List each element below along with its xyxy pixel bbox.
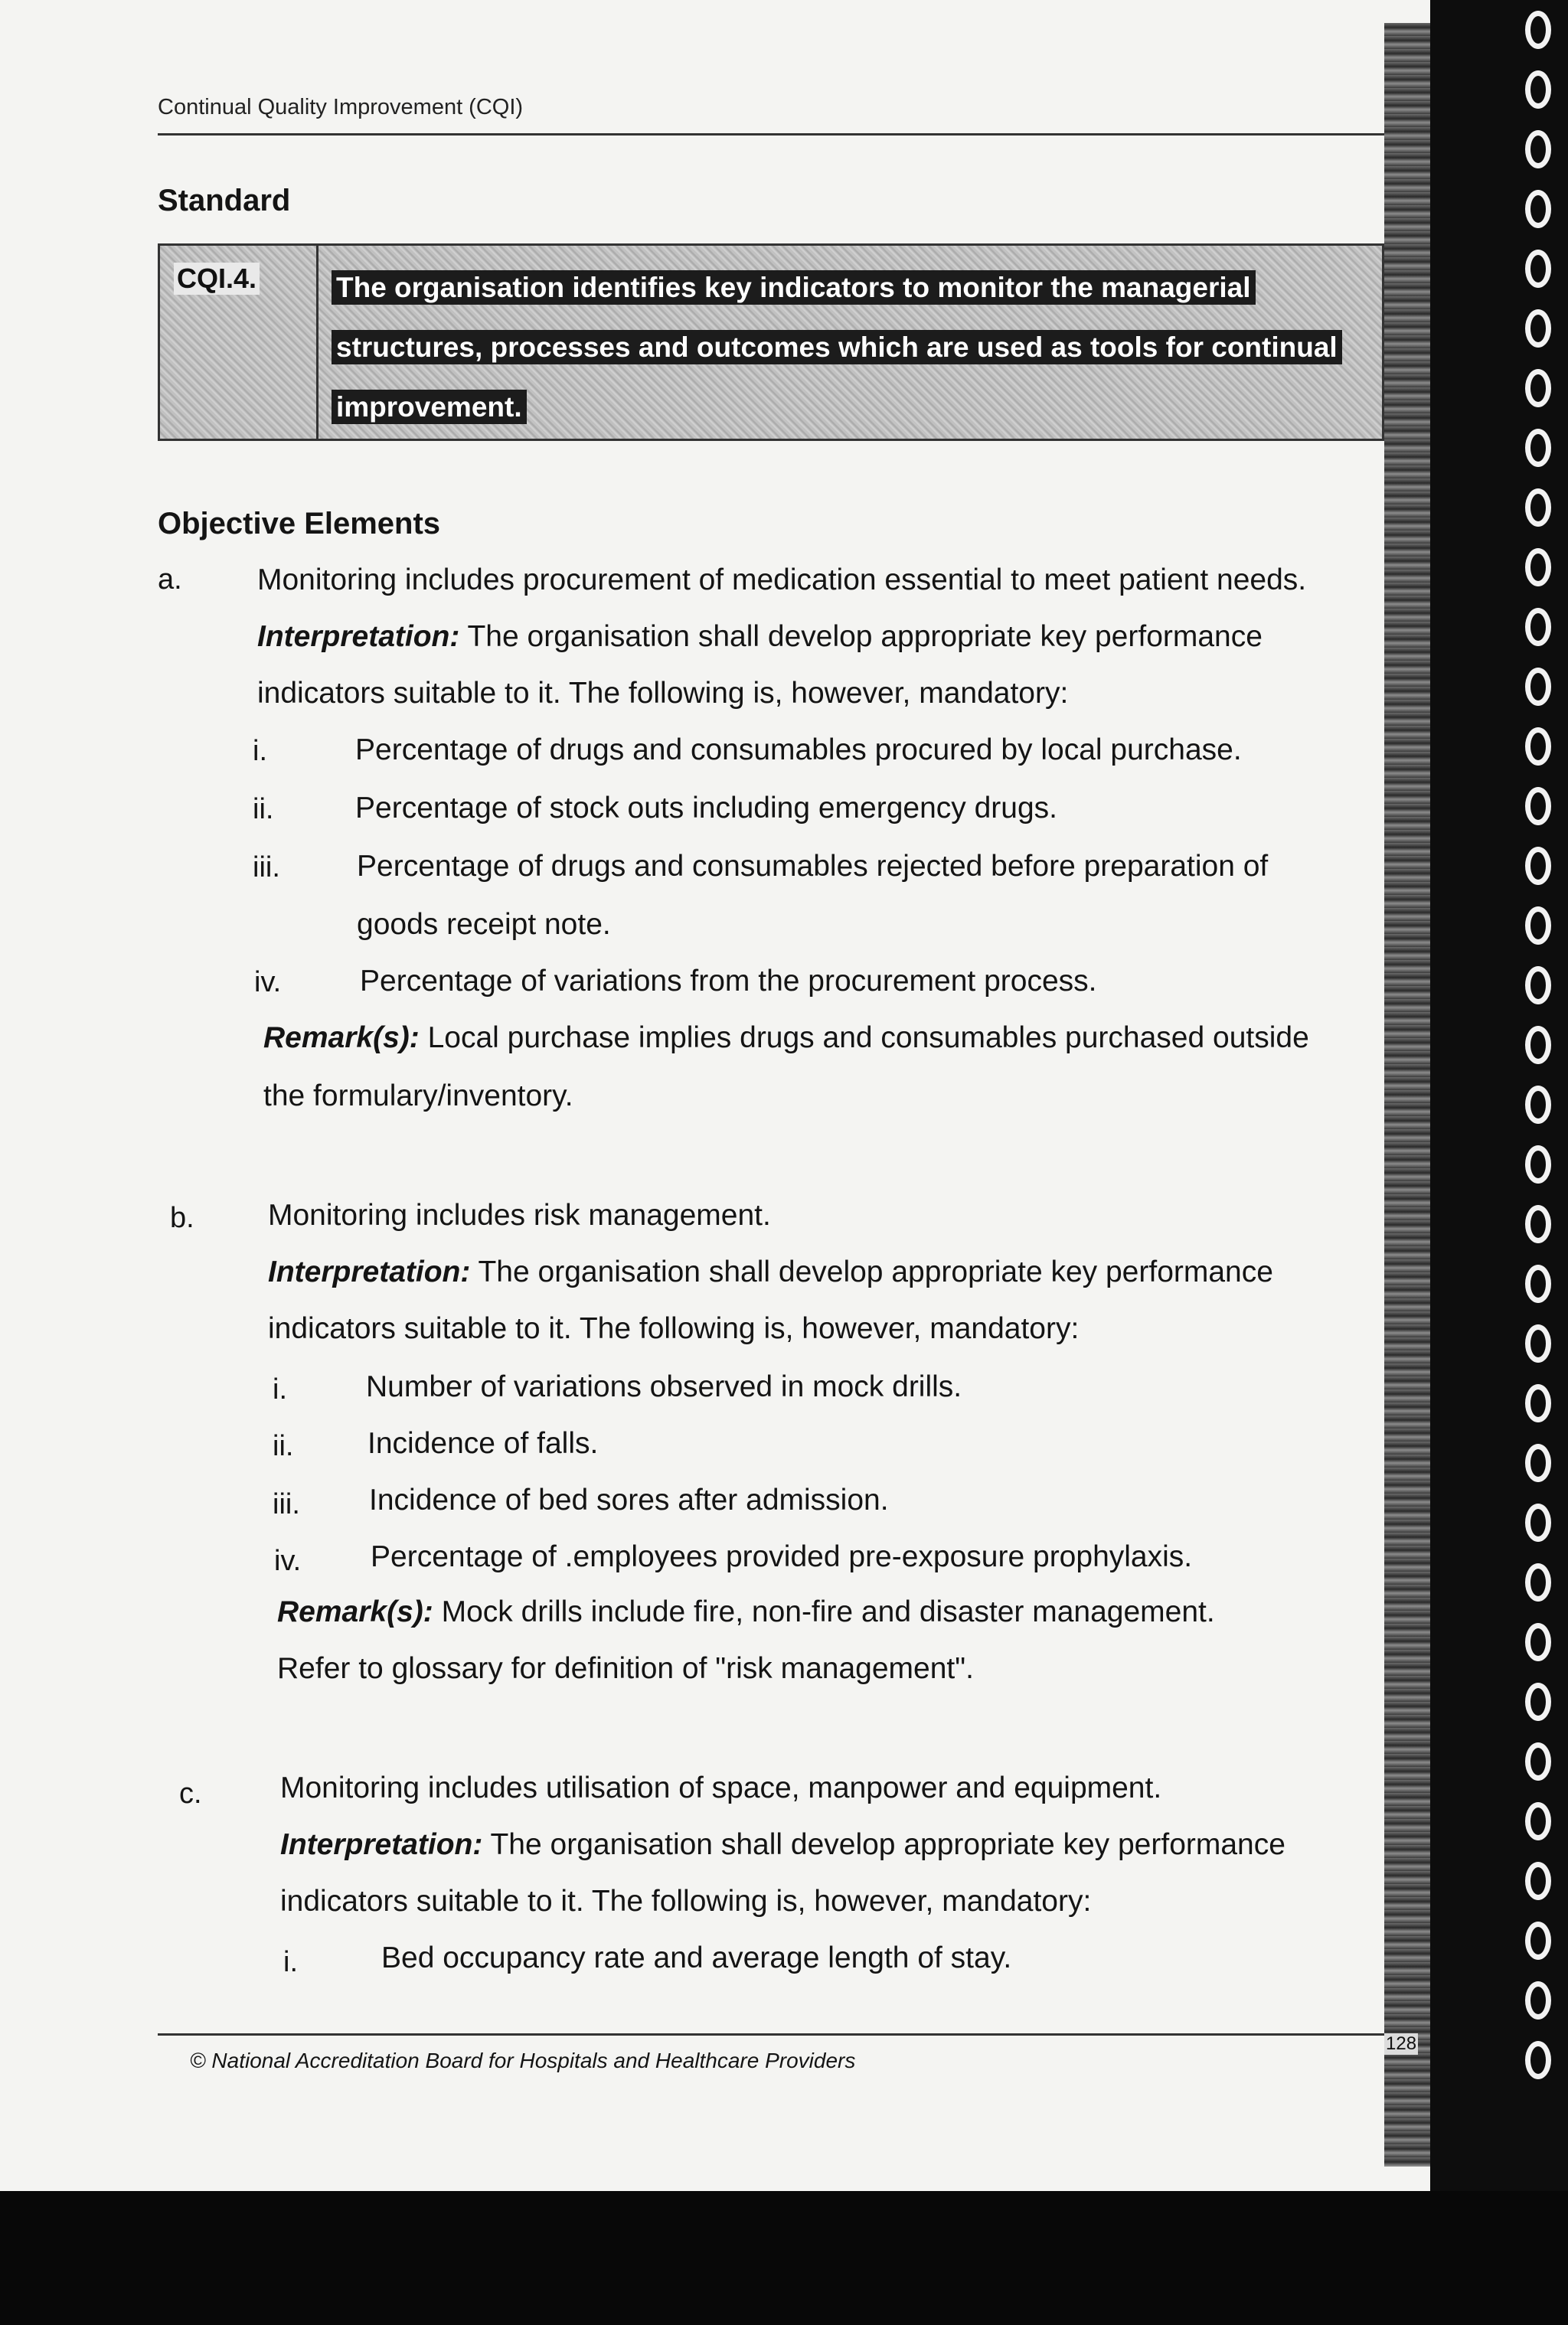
element-b-item-marker: i.: [273, 1373, 287, 1406]
binding-ring: [1525, 1623, 1551, 1661]
binding-ring: [1525, 309, 1551, 348]
element-a-interpretation-cont: indicators suitable to it. The following is, however, mandatory:: [257, 677, 1069, 710]
binding-ring: [1525, 429, 1551, 467]
binding-ring: [1525, 727, 1551, 766]
page-number: 128: [1386, 2033, 1417, 2054]
element-a-item-marker: ii.: [253, 793, 274, 825]
element-a-item: Percentage of drugs and consumables procured by local purchase.: [355, 733, 1242, 766]
element-b-item: Percentage of .employees provided pre-exposure prophylaxis.: [371, 1540, 1193, 1573]
element-a-interpretation: Interpretation: The organisation shall develop appropriate key performance: [257, 620, 1263, 653]
standard-box: [158, 243, 1384, 441]
binding-ring: [1525, 548, 1551, 586]
element-c-item-marker: i.: [283, 1946, 298, 1978]
element-c-interpretation: Interpretation: The organisation shall develop appropriate key performance: [280, 1828, 1285, 1861]
element-b-remark: Remark(s): Mock drills include fire, non-fire and disaster management.: [277, 1595, 1215, 1628]
running-header: Continual Quality Improvement (CQI): [158, 95, 524, 119]
standard-code: CQI.4.: [174, 263, 260, 295]
binding-ring: [1525, 1324, 1551, 1363]
binding-ring: [1525, 250, 1551, 288]
header-rule: [158, 133, 1384, 136]
element-b-item-marker: ii.: [273, 1430, 294, 1462]
element-c-marker: c.: [179, 1778, 202, 1810]
element-a-item-marker: iii.: [253, 851, 280, 883]
element-a-marker: a.: [158, 563, 182, 596]
binding-ring: [1525, 1862, 1551, 1900]
element-b-text: Monitoring includes risk management.: [268, 1199, 771, 1232]
binding-ring: [1525, 1145, 1551, 1184]
binding-ring: [1525, 608, 1551, 646]
binding-ring: [1525, 1981, 1551, 2020]
binding-ring: [1525, 11, 1551, 49]
binding-ring: [1525, 488, 1551, 527]
element-a-remark: Remark(s): Local purchase implies drugs and consumables purchased outside: [263, 1021, 1309, 1054]
binding-ring: [1525, 1742, 1551, 1781]
footer-copyright: © National Accreditation Board for Hospitals and Healthcare Providers: [190, 2049, 856, 2072]
binding-ring: [1525, 1384, 1551, 1422]
binding-ring: [1525, 1922, 1551, 1960]
element-b-remark-cont: Refer to glossary for definition of "risk management".: [277, 1652, 974, 1685]
binding-ring: [1525, 966, 1551, 1004]
element-a-item: Percentage of stock outs including emergency drugs.: [355, 792, 1058, 825]
binding-ring: [1525, 847, 1551, 885]
binding-ring: [1525, 906, 1551, 945]
element-b-item: Incidence of falls.: [368, 1427, 599, 1460]
binding-ring: [1525, 1444, 1551, 1482]
element-b-marker: b.: [170, 1202, 194, 1234]
binding-ring: [1525, 130, 1551, 168]
binding-ring: [1525, 668, 1551, 706]
footer-rule: [158, 2033, 1384, 2036]
binding-ring: [1525, 1504, 1551, 1542]
element-c-item: Bed occupancy rate and average length of stay.: [381, 1941, 1012, 1974]
binding-ring: [1525, 787, 1551, 825]
standard-heading: Standard: [158, 184, 291, 217]
element-a-item: Percentage of drugs and consumables rejected before preparation of: [357, 850, 1269, 883]
element-b-item: Number of variations observed in mock drills.: [366, 1370, 962, 1403]
binding-ring: [1525, 1802, 1551, 1840]
binding-ring: [1525, 1563, 1551, 1602]
standard-box-divider: [316, 246, 318, 439]
standard-statement: The organisation identifies key indicators to monitor the managerial structures, processes and outcomes which are used as tools for continual improvement.: [332, 258, 1373, 437]
scan-bottom-edge: [0, 2191, 1568, 2325]
element-b-item-marker: iv.: [274, 1545, 302, 1577]
element-c-text: Monitoring includes utilisation of space, manpower and equipment.: [280, 1772, 1162, 1804]
binding-ring: [1525, 1026, 1551, 1064]
element-a-remark-cont: the formulary/inventory.: [263, 1079, 573, 1112]
binding-ring: [1525, 369, 1551, 407]
element-b-item-marker: iii.: [273, 1488, 300, 1520]
binding-ring: [1525, 1683, 1551, 1721]
element-b-item: Incidence of bed sores after admission.: [369, 1484, 889, 1517]
element-a-text: Monitoring includes procurement of medication essential to meet patient needs.: [257, 563, 1307, 596]
element-a-item-marker: i.: [253, 735, 267, 767]
element-b-interpretation-cont: indicators suitable to it. The following is, however, mandatory:: [268, 1312, 1080, 1345]
element-a-item: Percentage of variations from the procurement process.: [360, 965, 1097, 998]
spiral-binding: [1430, 0, 1568, 2205]
binding-ring: [1525, 1265, 1551, 1303]
element-b-interpretation: Interpretation: The organisation shall develop appropriate key performance: [268, 1256, 1273, 1288]
element-c-interpretation-cont: indicators suitable to it. The following is, however, mandatory:: [280, 1885, 1092, 1918]
binding-ring: [1525, 190, 1551, 228]
objective-elements-heading: Objective Elements: [158, 507, 441, 540]
binding-ring: [1525, 70, 1551, 109]
element-a-item-marker: iv.: [254, 966, 282, 998]
binding-ring: [1525, 2041, 1551, 2079]
element-a-item-cont: goods receipt note.: [357, 908, 611, 941]
binding-ring: [1525, 1086, 1551, 1124]
page-edge-shadow: [1384, 23, 1430, 2167]
binding-ring: [1525, 1205, 1551, 1243]
